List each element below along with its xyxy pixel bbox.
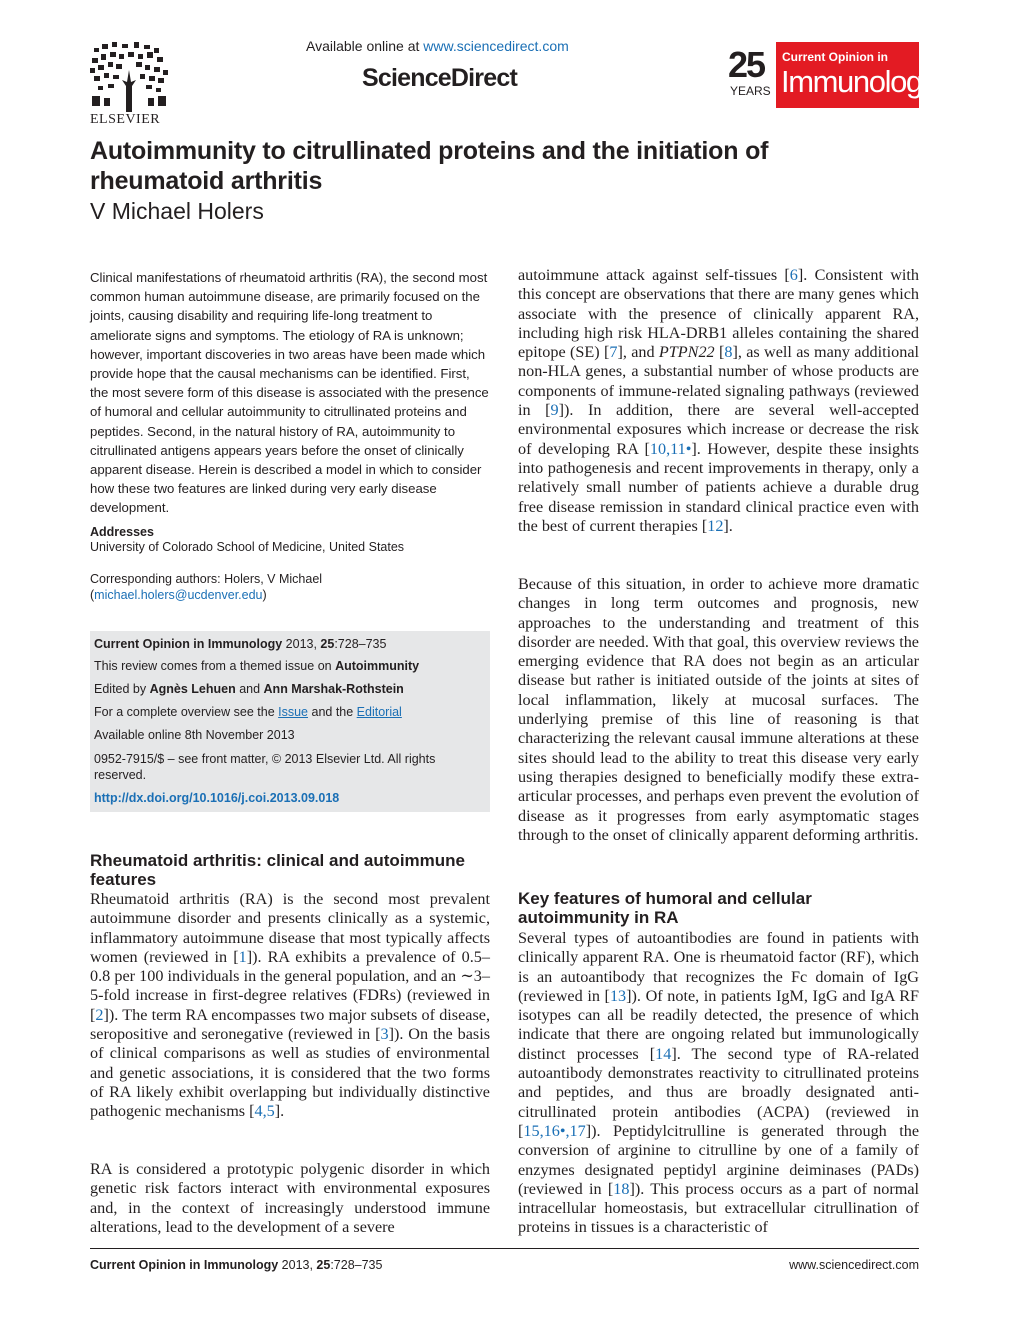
journal-logo-prefix: Current Opinion in <box>782 50 888 64</box>
infobox-citation <box>94 636 484 652</box>
reference-link[interactable]: 13 <box>609 986 627 1005</box>
infobox-available-online: Available online 8th November 2013 <box>94 728 295 742</box>
text-run: ]. However, despite these insights into pathogenesis and recent improvements in therapy, only a relatively small number of patients achieve a durable drug free disease remission in standard clinical practice even with the best of current therapies [ <box>518 439 919 535</box>
addresses-text: University of Colorado School of Medicine, United States <box>90 540 405 554</box>
infobox-journal: Current Opinion in Immunology <box>94 637 283 651</box>
publisher-name: ELSEVIER <box>90 112 161 127</box>
text-run: autoimmune attack against self-tissues [ <box>518 266 790 284</box>
infobox-doi <box>94 790 484 806</box>
sciencedirect-wordmark: ScienceDirect <box>362 64 517 92</box>
text-run: ]. Consistent with this concept are observations that there are many genes which associate with the presence of clinically apparent RA, including high risk HLA-DRB1 alleles containing the shared epitope (SE) [ <box>518 266 919 362</box>
footer-url: www.sciencedirect.com <box>789 1258 919 1272</box>
body-paragraph <box>518 929 919 1238</box>
infobox-overview <box>94 704 484 720</box>
editors-and: and <box>235 682 264 696</box>
reference-link[interactable]: 9 <box>550 401 559 420</box>
journal-name-block <box>776 42 936 108</box>
reference-link[interactable]: 4,5 <box>254 1102 275 1121</box>
editor-2: Ann Marshak-Rothstein <box>263 682 404 696</box>
text-run: Rheumatoid arthritis (RA) is the second most prevalent autoimmune disorder and presents clinically as a systemic, inflammatory autoimmune disease that most typically affects women (reviewed in [ <box>90 890 490 966</box>
section-heading-key-features: Key features of humoral and cellular autoimmunity in RA <box>518 889 812 927</box>
reference-link[interactable]: 10,11• <box>649 439 692 458</box>
text-run: ]. <box>723 516 733 535</box>
text-run: ]. The second type of RA-related autoantibody demonstrates reactivity to citrullinated proteins and peptides, and thus are broadly designated anti-citrullinated protein antibodies (ACPA) (reviewed in [ <box>518 1044 919 1140</box>
edited-prefix: Edited by <box>94 682 150 696</box>
addresses-heading: Addresses <box>90 525 154 539</box>
reference-link[interactable]: 8 <box>724 343 733 362</box>
body-paragraph <box>518 266 919 536</box>
anniversary-badge <box>726 42 776 108</box>
footer-divider <box>90 1248 919 1249</box>
reference-link[interactable]: 18 <box>613 1179 630 1198</box>
text-run: ]). This process occurs as a part of normal intracellular homeostasis, but extracellular citrullination of proteins in tissues is a characteristic of <box>518 1179 919 1237</box>
reference-link[interactable]: 12 <box>707 516 724 535</box>
article-title: Autoimmunity to citrullinated proteins and the initiation of rheumatoid arthritis <box>90 137 769 195</box>
available-online-line <box>306 38 569 54</box>
corresponding-email-link[interactable]: michael.holers@ucdenver.edu <box>94 588 263 602</box>
text-run: ]). Peptidylcitrulline is generated through the conversion of arginine to citrulline by one of a family of enzymes designated peptidyl arginine deiminases (PADs) (reviewed in [ <box>518 1121 919 1198</box>
text-run: ]). On the basis of clinical comparisons as well as studies of environmental and genetic associations, it is considered that the two forms of RA likely exhibit overlapping but individually distinctive pathogenic mechanisms [ <box>90 1025 490 1121</box>
text-run: ], and <box>617 343 659 362</box>
text-run: Several types of autoantibodies are found in patients with clinically apparent RA. One is rheumatoid factor (RF), which is an autoantibody that recognizes the Fc domain of IgG (reviewed in [ <box>518 929 919 1005</box>
text-run: ]). Of note, in patients IgM, IgG and IgA RF isotypes can all be readily detected, the presence of which indicate that there are ongoing related but immunologically distinct processes [ <box>518 986 919 1063</box>
reference-link[interactable]: 15,16•,17 <box>523 1121 586 1140</box>
available-online-label: Available online at <box>306 38 424 54</box>
reference-link[interactable]: 3 <box>380 1025 389 1044</box>
text-run: ]). The term RA encompasses two major subsets of disease, seropositive and seronegative (reviewed in [ <box>90 1005 490 1044</box>
text-run: ], as well as many additional non-HLA genes, a substantial number of whose products are components of immune-related signaling pathways (reviewed in [ <box>518 343 920 420</box>
footer-citation <box>90 1258 382 1272</box>
text-run: RA is considered a prototypic polygenic disorder in which genetic risk factors interact with environmental exposures and, in the context of increasingly understood immune alterations, lead to the development of a severe <box>90 1160 490 1236</box>
text-run: Because of this situation, in order to achieve more dramatic changes in long term outcomes and prognosis, new approaches to the understanding and treatment of this disorder are needed. With that goal, this overview reviews the emerging evidence that RA does not begin as an articular disease but rather is initiated outside of the joints at sites of local inflammation, likely at mucosal surfaces. The underlying premise of this line of reasoning is that characterizing the relevant causal immune alterations at these sites should lead to the ability to treat this disease very early using therapies designed to beneficially modify these extra-articular processes, and perhaps even prevent the evolution of disease as it progresses from early asymptomatic stages through to the onset of clinically apparent deforming arthritis. <box>518 575 919 844</box>
footer-volume: 25 <box>316 1258 331 1272</box>
themed-prefix: This review comes from a themed issue on <box>94 659 336 673</box>
reference-link[interactable]: 1 <box>238 947 247 966</box>
overview-prefix: For a complete overview see the <box>94 705 279 719</box>
anniversary-years: YEARS <box>730 84 771 98</box>
section-heading-ra: Rheumatoid arthritis: clinical and autoimmune features <box>90 851 465 889</box>
footer-journal: Current Opinion in Immunology <box>90 1258 279 1272</box>
anniversary-number: 25 <box>728 44 765 85</box>
editorial-link[interactable]: Editorial <box>356 705 402 719</box>
infobox-themed-issue <box>94 658 484 674</box>
corresponding-author: Corresponding authors: Holers, V Michael (michael.holers@ucdenver.edu) <box>90 572 323 602</box>
abstract: Clinical manifestations of rheumatoid arthritis (RA), the second most common human autoimmune disease, are primarily focused on the joints, causing disability and requiring life-long treatment to ameliorate signs and symptoms. The etiology of RA is unknown; however, important discoveries in two areas have been made which provide hope that the causal mechanisms can be identified. First, the most severe form of this disease is associated with the presence of humoral and cellular autoimmunity to citrullinated proteins and peptides. Second, in the natural history of RA, autoimmunity to citrullinated antigens appears years before the onset of clinically apparent disease. Herein is described a model in which to consider how these two features are linked during very early disease development. <box>90 270 489 516</box>
issue-link[interactable]: Issue <box>278 705 309 719</box>
reference-link[interactable]: 7 <box>609 343 618 362</box>
infobox-copyright: 0952-7915/$ – see front matter, © 2013 Elsevier Ltd. All rights reserved. <box>94 752 436 782</box>
overview-mid: and the <box>308 705 357 719</box>
text-run: ]). In addition, there are several well-accepted environmental exposures which increase or decrease the risk of developing RA [ <box>518 401 919 458</box>
text-run: ]). RA exhibits a prevalence of 0.5–0.8 per 100 individuals in the general population, and an ∼3–5-fold increase in first-degree relatives (FDRs) (reviewed in [ <box>90 947 490 1024</box>
infobox-editors <box>94 681 484 697</box>
sciencedirect-link[interactable]: www.sciencedirect.com <box>423 38 569 54</box>
editor-1: Agnès Lehuen <box>149 682 236 696</box>
infobox-pages: :728–735 <box>334 637 387 651</box>
infobox-volume: 25 <box>320 637 335 651</box>
corresponding-label: Corresponding authors: Holers, V Michael <box>90 572 323 586</box>
italic-term: PTPN22 <box>658 343 715 362</box>
doi-link[interactable]: http://dx.doi.org/10.1016/j.coi.2013.09.018 <box>94 791 340 805</box>
article-author: V Michael Holers <box>90 198 264 224</box>
body-paragraph <box>90 1160 490 1237</box>
reference-link[interactable]: 2 <box>95 1005 104 1024</box>
journal-logo-name: Immunology <box>781 64 936 99</box>
article-info-box <box>90 631 490 812</box>
infobox-year: 2013, <box>282 637 321 651</box>
body-paragraph <box>90 890 490 1122</box>
themed-issue-name: Autoimmunity <box>335 659 420 673</box>
text-run: [ <box>714 343 725 362</box>
text-run: ]. <box>274 1102 285 1121</box>
footer-year: 2013, <box>278 1258 317 1272</box>
journal-logo <box>726 42 936 108</box>
reference-link[interactable]: 14 <box>655 1044 672 1063</box>
footer-pages: :728–735 <box>330 1258 383 1272</box>
body-paragraph <box>518 575 919 845</box>
reference-link[interactable]: 6 <box>789 266 798 284</box>
